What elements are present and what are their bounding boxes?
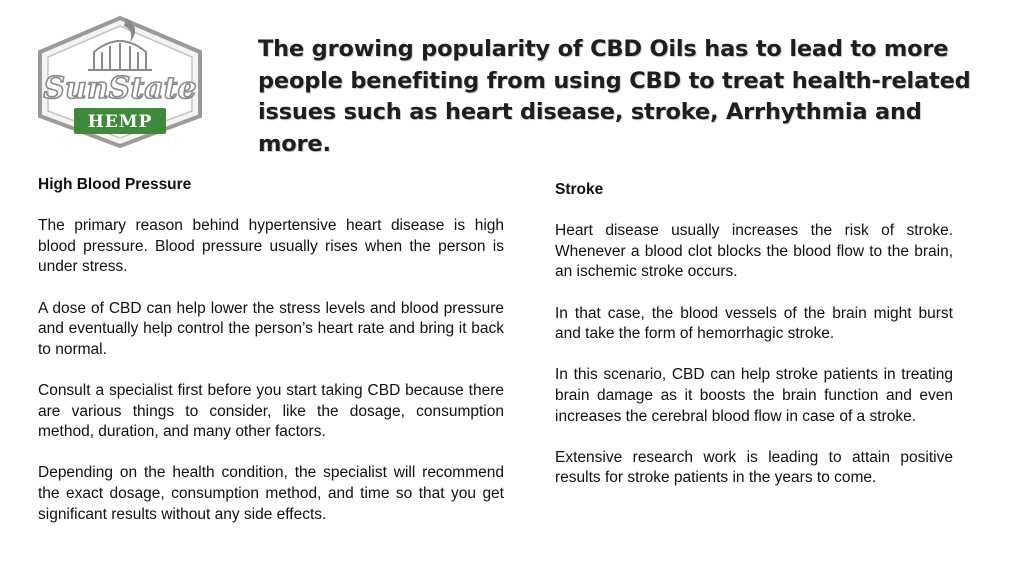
- logo-hemp-text: HEMP: [87, 112, 153, 132]
- paragraph: A dose of CBD can help lower the stress levels and blood pressure and eventually help control the person’s heart rate and bring it back to normal.: [38, 299, 504, 358]
- logo-script-text: SunState: [43, 71, 197, 106]
- paragraph: In that case, the blood vessels of the brain might burst and take the form of hemorrhagic stroke.: [555, 304, 953, 343]
- section-heading: Stroke: [555, 181, 604, 198]
- page-headline: The growing popularity of CBD Oils has to lead to more people benefiting from using CBD to treat health-related issues such as heart disease, stroke, Arrhythmia and more.: [258, 36, 971, 157]
- paragraph: The primary reason behind hypertensive heart disease is high blood pressure. Blood pressure usually rises when the person is under stress.: [38, 217, 504, 276]
- section-heading: High Blood Pressure: [38, 176, 192, 193]
- paragraph: Consult a specialist first before you start taking CBD because there are various things to consider, like the dosage, consumption method, duration, and many other factors.: [38, 381, 504, 441]
- paragraph: In this scenario, CBD can help stroke patients in treating brain damage as it boosts the brain function and even increases the cerebral blood flow in case of a stroke.: [555, 366, 953, 425]
- stroke-section: [555, 180, 953, 510]
- high-blood-pressure-section: [38, 175, 504, 546]
- logo-graphic: [30, 12, 210, 150]
- sunstate-hemp-logo: [30, 12, 210, 150]
- paragraph: Depending on the health condition, the specialist will recommend the exact dosage, consumption method, and time so that you get significant results without any side effects.: [38, 464, 504, 523]
- paragraph: Extensive research work is leading to attain positive results for stroke patients in the years to come.: [555, 448, 953, 487]
- paragraph: Heart disease usually increases the risk of stroke. Whenever a blood clot blocks the blood flow to the brain, an ischemic stroke occurs.: [555, 222, 953, 281]
